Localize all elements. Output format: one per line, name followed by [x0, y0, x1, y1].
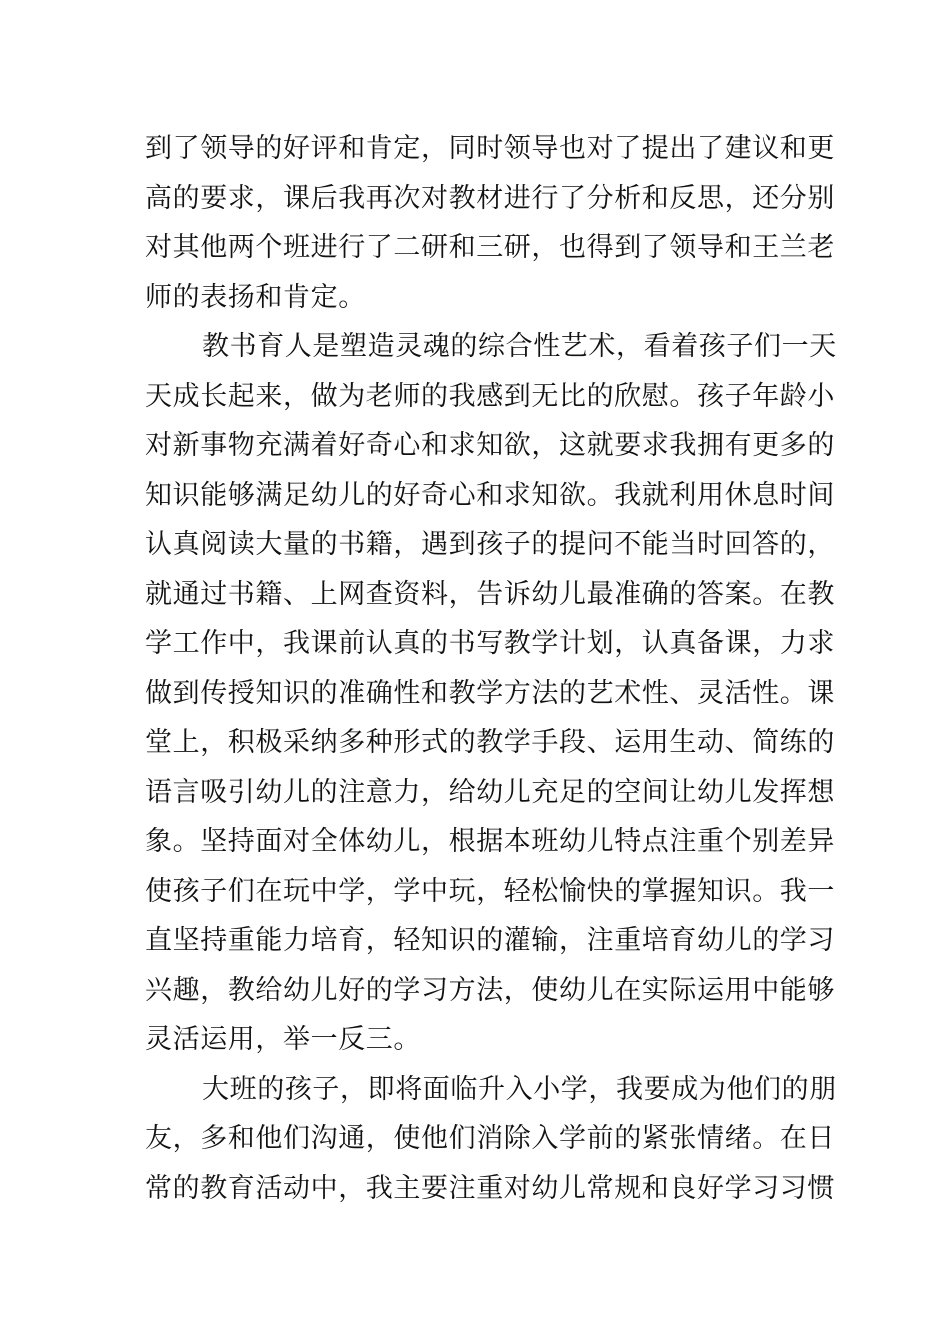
text-line: 认真阅读大量的书籍，遇到孩子的提问不能当时回答的，: [145, 529, 835, 560]
text-line: 常的教育活动中，我主要注重对幼儿常规和良好学习习惯: [145, 1172, 835, 1204]
text-line: 大班的孩子，即将面临升入小学，我要成为他们的朋: [202, 1073, 837, 1105]
text-line: 直坚持重能力培育，轻知识的灌输，注重培育幼儿的学习: [145, 925, 835, 956]
text-line: 就通过书籍、上网查资料，告诉幼儿最准确的答案。在教: [145, 578, 835, 610]
text-line: 高的要求，课后我再次对教材进行了分析和反思，还分别: [145, 182, 835, 214]
text-line: 语言吸引幼儿的注意力，给幼儿充足的空间让幼儿发挥想: [145, 776, 835, 808]
text-line: 友，多和他们沟通，使他们消除入学前的紧张情绪。在日: [145, 1123, 835, 1154]
text-line: 教书育人是塑造灵魂的综合性艺术，看着孩子们一天: [202, 331, 837, 362]
paragraph-2: [145, 322, 837, 1065]
text-line: 天成长起来，做为老师的我感到无比的欣慰。孩子年龄小: [145, 380, 835, 412]
text-line: 象。坚持面对全体幼儿，根据本班幼儿特点注重个别差异: [145, 826, 835, 857]
text-line: 使孩子们在玩中学，学中玩，轻松愉快的掌握知识。我一: [145, 875, 835, 907]
paragraph-1: [145, 124, 835, 322]
text-line: 到了领导的好评和肯定，同时领导也对了提出了建议和更: [145, 133, 835, 164]
text-line: 堂上，积极采纳多种形式的教学手段、运用生动、简练的: [145, 727, 835, 758]
text-line: 学工作中，我课前认真的书写教学计划，认真备课，力求: [145, 628, 835, 659]
text-line: 师的表扬和肯定。: [145, 281, 366, 313]
text-line: 知识能够满足幼儿的好奇心和求知欲。我就利用休息时间: [145, 479, 835, 511]
text-line: 做到传授知识的准确性和教学方法的艺术性、灵活性。课: [145, 677, 835, 709]
paragraph-3: [145, 1065, 837, 1214]
text-line: 灵活运用，举一反三。: [145, 1024, 421, 1055]
text-line: 对其他两个班进行了二研和三研，也得到了领导和王兰老: [145, 232, 835, 263]
body-text: [145, 124, 837, 1213]
text-line: 兴趣，教给幼儿好的学习方法，使幼儿在实际运用中能够: [145, 974, 835, 1006]
text-line: 对新事物充满着好奇心和求知欲，这就要求我拥有更多的: [145, 430, 835, 461]
